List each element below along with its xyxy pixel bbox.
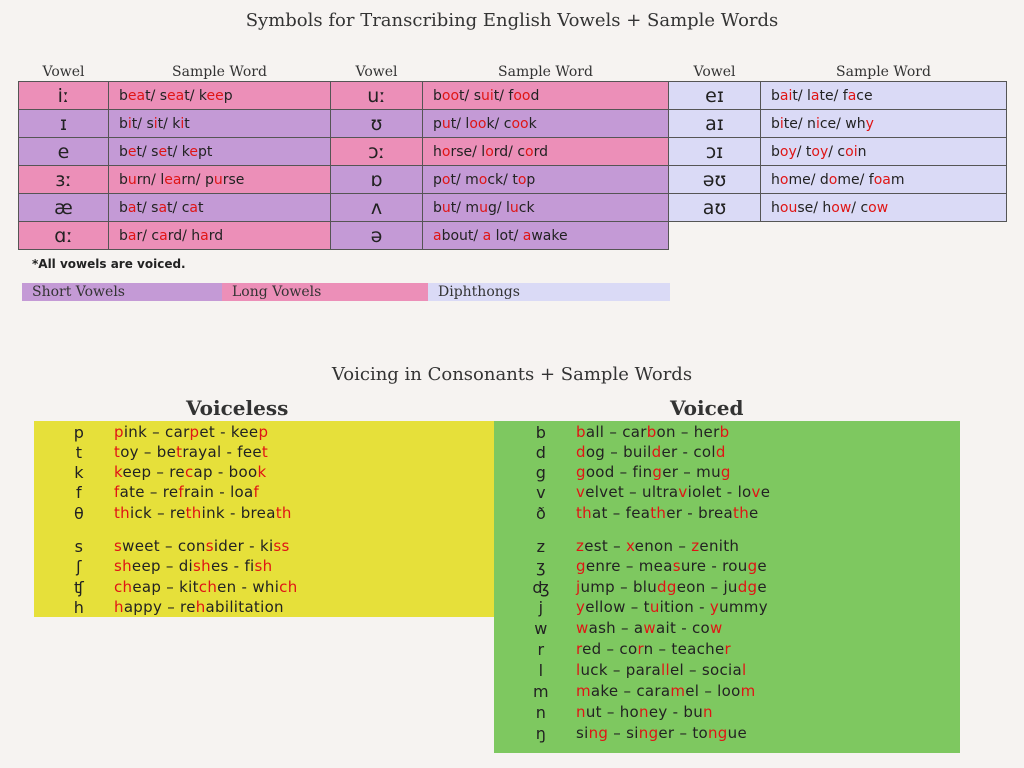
consonant-symbol: m bbox=[533, 681, 549, 701]
vowel-symbol: ɑː bbox=[19, 222, 109, 250]
voiced-consonant-row bbox=[506, 639, 731, 659]
legend-diphthongs: Diphthongs bbox=[428, 283, 670, 301]
vowel-sample-words: burn/ learn/ purse bbox=[109, 166, 331, 194]
consonant-sample-words: wash – await - cow bbox=[576, 619, 723, 637]
vowel-symbol: aɪ bbox=[669, 110, 761, 138]
consonant-sample-words: make – caramel – loom bbox=[576, 682, 756, 700]
consonant-sample-words: zest – xenon – zenith bbox=[576, 537, 740, 555]
empty-cell bbox=[761, 222, 1007, 250]
vowel-column-header: Vowel bbox=[42, 64, 85, 80]
voiceless-consonant-row bbox=[44, 482, 259, 502]
consonant-symbol: ŋ bbox=[535, 723, 547, 743]
voiced-note: *All vowels are voiced. bbox=[32, 257, 186, 271]
vowel-title: Symbols for Transcribing English Vowels + Sample Words bbox=[245, 10, 779, 31]
vowel-sample-words: put/ look/ cook bbox=[423, 110, 669, 138]
consonant-sample-words: dog – builder - cold bbox=[576, 443, 726, 461]
consonant-sample-words: that – feather - breathe bbox=[576, 504, 759, 522]
consonant-symbol: b bbox=[535, 422, 547, 442]
vowel-symbol: ʌ bbox=[331, 194, 423, 222]
consonant-symbol: r bbox=[537, 639, 545, 659]
consonant-symbol: v bbox=[536, 482, 546, 502]
vowel-symbol: əʊ bbox=[669, 166, 761, 194]
voiced-consonant-row bbox=[506, 422, 729, 442]
vowel-row bbox=[19, 82, 1007, 110]
vowel-row bbox=[19, 222, 1007, 250]
vowel-row bbox=[19, 138, 1007, 166]
voiceless-consonant-row bbox=[44, 503, 292, 523]
voiced-consonant-row bbox=[506, 660, 746, 680]
vowel-symbol: ɪ bbox=[19, 110, 109, 138]
voiced-consonant-row bbox=[506, 577, 767, 597]
consonant-symbol: t bbox=[75, 442, 83, 462]
consonant-sample-words: sing – singer – tongue bbox=[576, 724, 747, 742]
vowel-sample-words: bar/ card/ hard bbox=[109, 222, 331, 250]
consonant-symbol: w bbox=[534, 618, 548, 638]
vowel-sample-words: house/ how/ cow bbox=[761, 194, 1007, 222]
voiced-consonant-row bbox=[506, 536, 739, 556]
vowel-sample-words: but/ mug/ luck bbox=[423, 194, 669, 222]
vowel-symbol: ɜː bbox=[19, 166, 109, 194]
consonant-sample-words: ball – carbon – herb bbox=[576, 423, 730, 441]
vowel-symbol: ə bbox=[331, 222, 423, 250]
consonant-sample-words: velvet – ultraviolet - love bbox=[576, 483, 771, 501]
consonant-sample-words: fate – refrain - loaf bbox=[114, 483, 260, 501]
consonant-symbol: p bbox=[73, 422, 85, 442]
vowel-sample-words: beat/ seat/ keep bbox=[109, 82, 331, 110]
consonant-sample-words: jump – bludgeon – judge bbox=[576, 578, 767, 596]
vowel-sample-words: about/ a lot/ awake bbox=[423, 222, 669, 250]
vowel-column-header: Vowel bbox=[693, 64, 736, 80]
vowel-sample-words: bite/ nice/ why bbox=[761, 110, 1007, 138]
voiceless-consonant-row bbox=[44, 597, 284, 617]
consonant-sample-words: red – corn – teacher bbox=[576, 640, 731, 658]
consonant-symbol: l bbox=[538, 660, 544, 680]
consonant-symbol: j bbox=[538, 597, 544, 617]
consonant-sample-words: keep – recap - book bbox=[114, 463, 267, 481]
sample-word-column-header: Sample Word bbox=[498, 64, 593, 80]
consonant-sample-words: toy – betrayal - feet bbox=[114, 443, 269, 461]
voiced-consonant-row bbox=[506, 503, 759, 523]
consonant-symbol: n bbox=[535, 702, 547, 722]
vowel-sample-words: home/ dome/ foam bbox=[761, 166, 1007, 194]
consonant-sample-words: thick – rethink - breath bbox=[114, 504, 292, 522]
voiceless-consonant-row bbox=[44, 577, 298, 597]
vowel-table bbox=[18, 63, 1007, 250]
voiceless-consonant-row bbox=[44, 422, 268, 442]
voiced-consonant-row bbox=[506, 462, 731, 482]
consonant-sample-words: cheap – kitchen - which bbox=[114, 578, 298, 596]
voiceless-consonant-row bbox=[44, 536, 290, 556]
vowel-row bbox=[19, 194, 1007, 222]
voiceless-heading: Voiceless bbox=[186, 396, 289, 420]
consonant-symbol: ʒ bbox=[536, 556, 546, 576]
empty-cell bbox=[669, 222, 761, 250]
vowel-column-header: Vowel bbox=[355, 64, 398, 80]
consonant-sample-words: genre – measure - rouge bbox=[576, 557, 767, 575]
consonant-symbol: s bbox=[74, 536, 84, 556]
vowel-sample-words: horse/ lord/ cord bbox=[423, 138, 669, 166]
vowel-symbol: aʊ bbox=[669, 194, 761, 222]
vowel-row bbox=[19, 166, 1007, 194]
vowel-symbol: ɔː bbox=[331, 138, 423, 166]
vowel-symbol: ɔɪ bbox=[669, 138, 761, 166]
voiced-heading: Voiced bbox=[670, 396, 744, 420]
consonant-symbol: g bbox=[535, 462, 547, 482]
voiceless-consonant-row bbox=[44, 556, 272, 576]
consonant-symbol: z bbox=[536, 536, 546, 556]
vowel-symbol: eɪ bbox=[669, 82, 761, 110]
vowel-sample-words: boot/ suit/ food bbox=[423, 82, 669, 110]
voiced-consonant-row bbox=[506, 618, 723, 638]
voiced-consonant-row bbox=[506, 442, 726, 462]
voiceless-consonant-row bbox=[44, 442, 268, 462]
consonant-symbol: f bbox=[76, 482, 82, 502]
consonant-symbol: ʃ bbox=[76, 556, 82, 576]
vowel-symbol: ʊ bbox=[331, 110, 423, 138]
sample-word-column-header: Sample Word bbox=[172, 64, 267, 80]
vowel-sample-words: bat/ sat/ cat bbox=[109, 194, 331, 222]
consonant-symbol: ð bbox=[535, 503, 547, 523]
consonant-sample-words: nut – honey - bun bbox=[576, 703, 713, 721]
voiced-consonant-row bbox=[506, 556, 767, 576]
consonant-sample-words: yellow – tuition - yummy bbox=[576, 598, 768, 616]
consonant-sample-words: pink – carpet - keep bbox=[114, 423, 269, 441]
vowel-symbol: uː bbox=[331, 82, 423, 110]
vowel-symbol: ɒ bbox=[331, 166, 423, 194]
vowel-row bbox=[19, 110, 1007, 138]
consonant-symbol: d bbox=[535, 442, 547, 462]
voiced-consonant-row bbox=[506, 723, 747, 743]
consonant-symbol: h bbox=[73, 597, 85, 617]
voiced-consonant-row bbox=[506, 681, 756, 701]
sample-word-column-header: Sample Word bbox=[836, 64, 931, 80]
consonant-sample-words: luck – parallel – social bbox=[576, 661, 747, 679]
vowel-sample-words: bait/ late/ face bbox=[761, 82, 1007, 110]
consonant-symbol: k bbox=[74, 462, 84, 482]
vowel-sample-words: bet/ set/ kept bbox=[109, 138, 331, 166]
legend-long-vowels: Long Vowels bbox=[222, 283, 428, 301]
vowel-sample-words: boy/ toy/ coin bbox=[761, 138, 1007, 166]
voiceless-consonant-row bbox=[44, 462, 266, 482]
vowel-legend bbox=[22, 283, 670, 301]
consonant-symbol: θ bbox=[73, 503, 85, 523]
consonant-symbol: ʧ bbox=[73, 577, 85, 597]
vowel-symbol: e bbox=[19, 138, 109, 166]
vowel-sample-words: pot/ mock/ top bbox=[423, 166, 669, 194]
consonant-sample-words: sweet – consider - kiss bbox=[114, 537, 290, 555]
legend-short-vowels: Short Vowels bbox=[22, 283, 222, 301]
voiced-consonant-row bbox=[506, 597, 768, 617]
consonant-sample-words: sheep – dishes - fish bbox=[114, 557, 273, 575]
vowel-symbol: æ bbox=[19, 194, 109, 222]
voiced-consonant-row bbox=[506, 482, 770, 502]
consonant-title: Voicing in Consonants + Sample Words bbox=[331, 364, 693, 385]
consonant-sample-words: good – finger – mug bbox=[576, 463, 731, 481]
consonant-sample-words: happy – rehabilitation bbox=[114, 598, 284, 616]
vowel-sample-words: bit/ sit/ kit bbox=[109, 110, 331, 138]
vowel-symbol: iː bbox=[19, 82, 109, 110]
consonant-symbol: ʤ bbox=[532, 577, 550, 597]
voiced-consonant-row bbox=[506, 702, 713, 722]
